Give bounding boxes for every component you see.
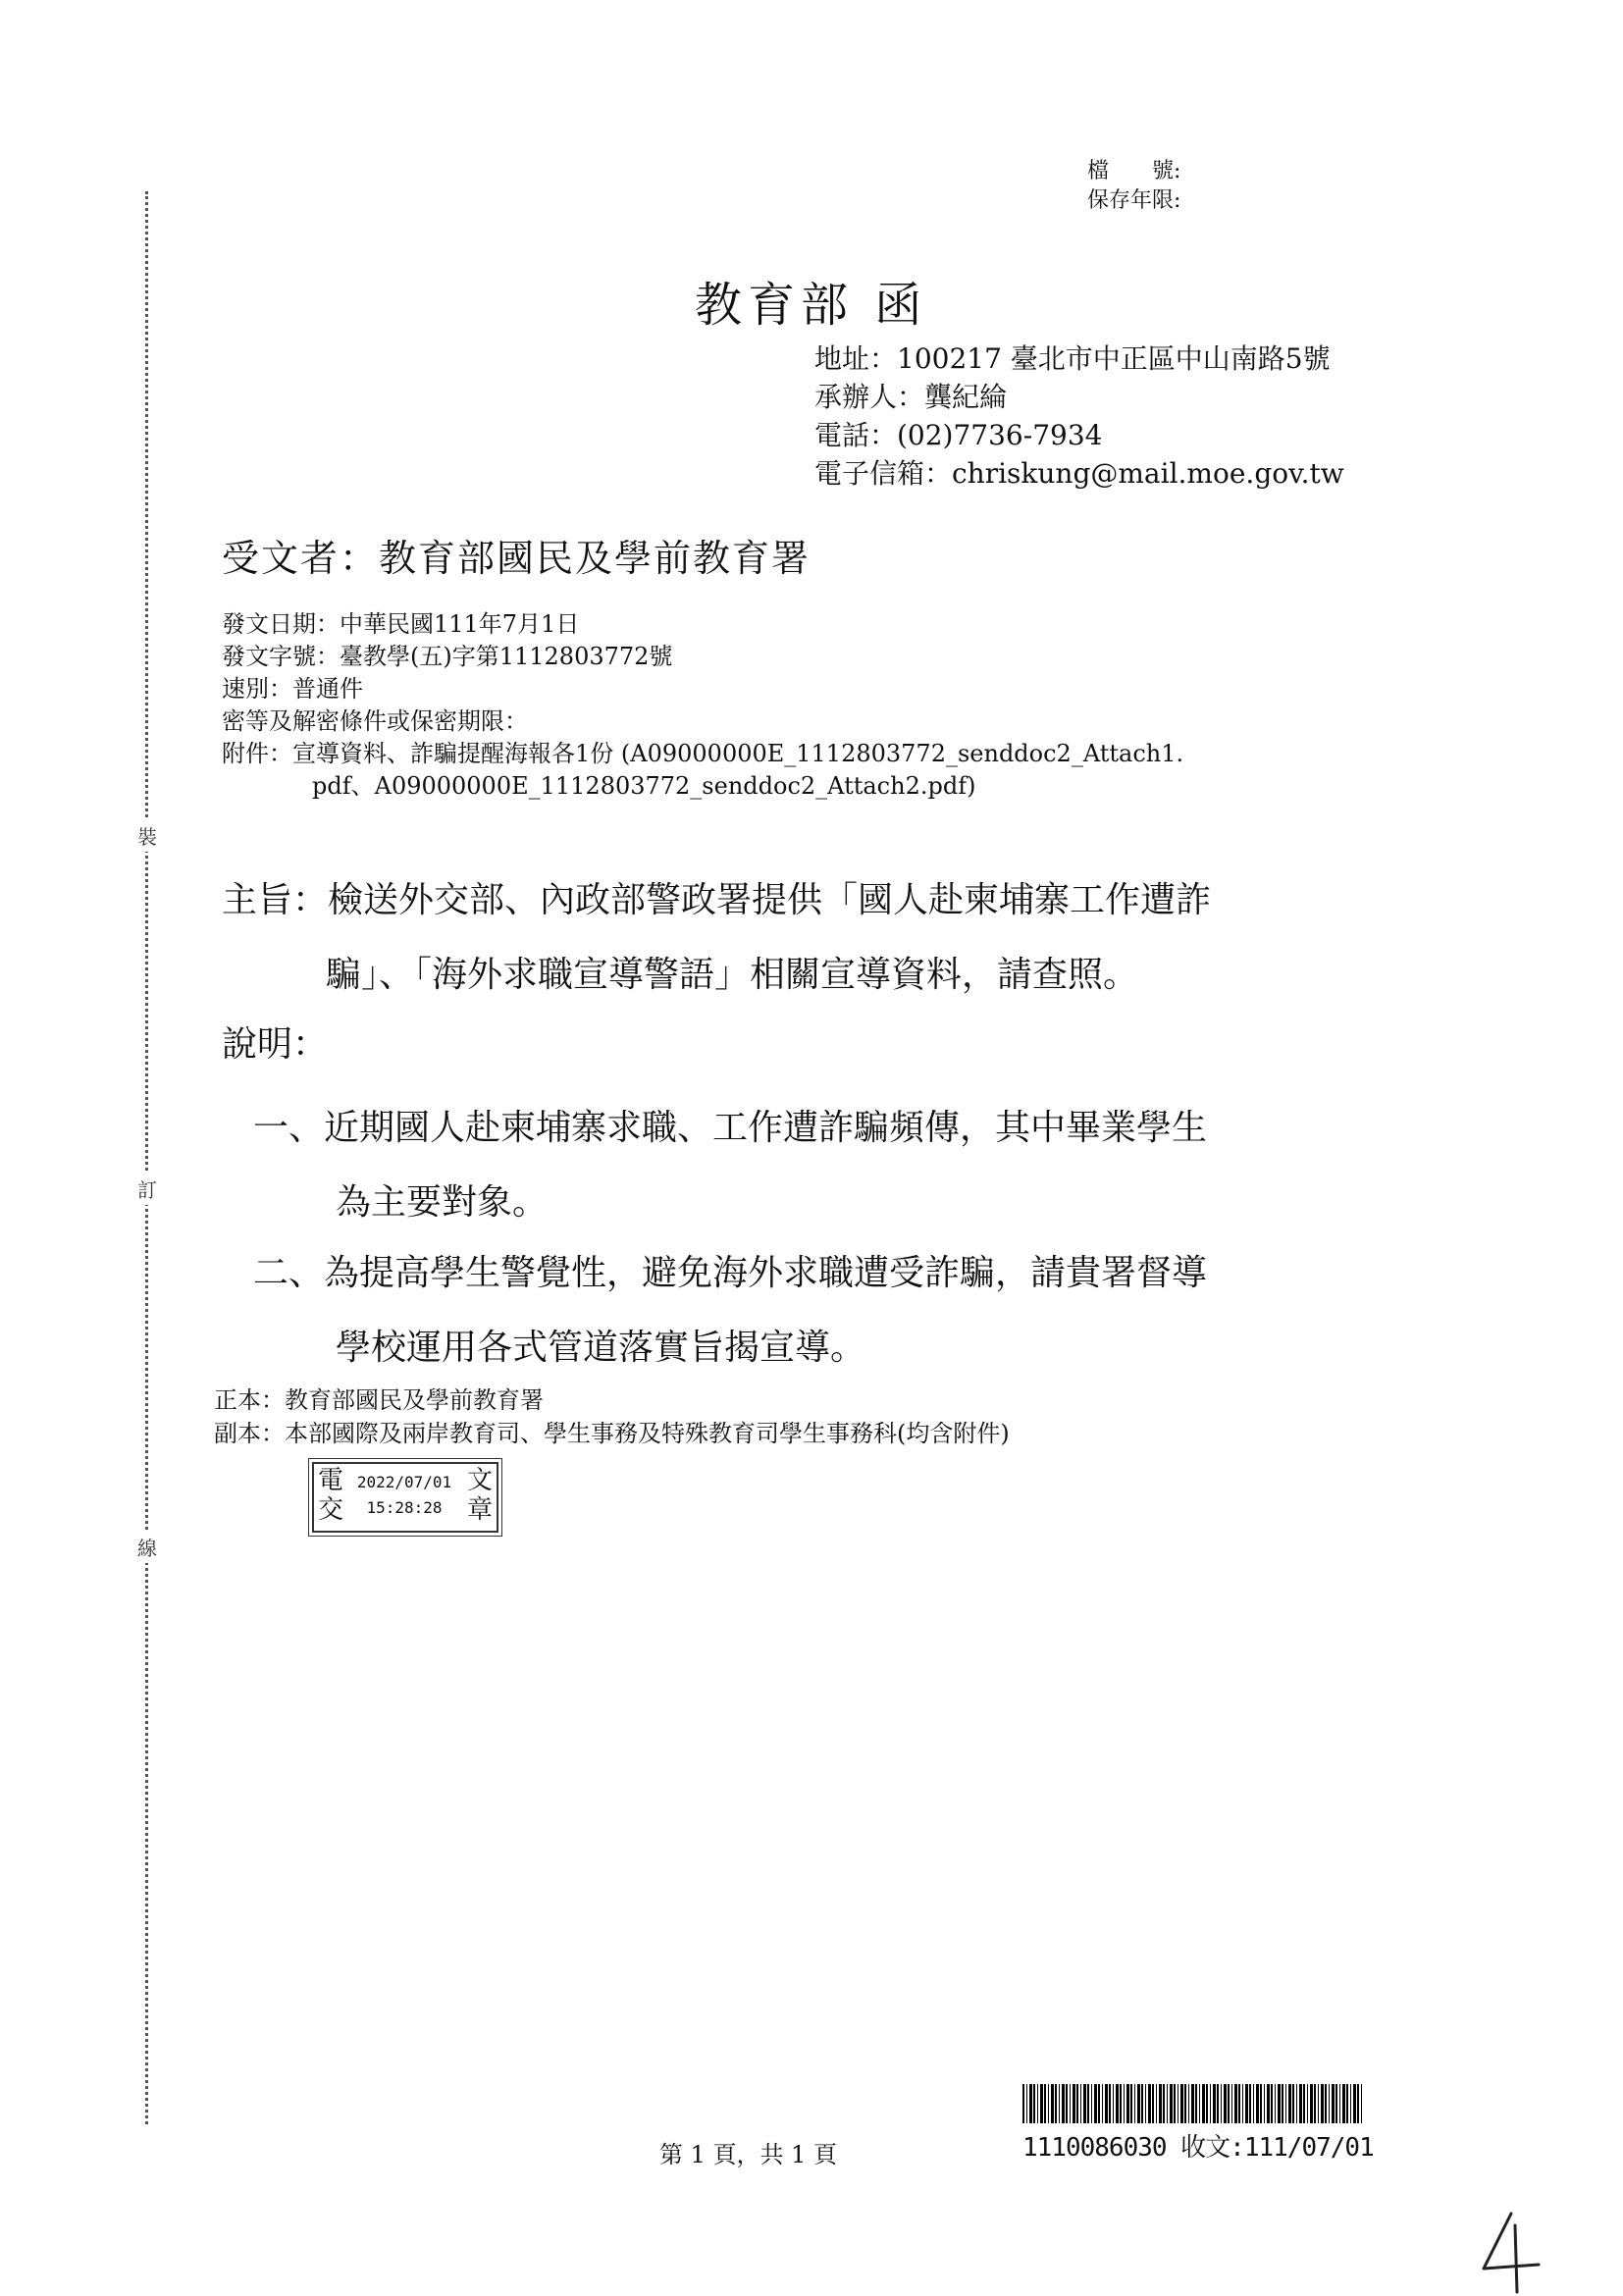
phone: 電話：(02)7736-7934 xyxy=(814,419,1103,451)
email: 電子信箱：chriskung@mail.moe.gov.tw xyxy=(814,457,1344,490)
binding-char-xian: 線 xyxy=(137,1531,157,1563)
seal-left-text: 電 交 xyxy=(318,1466,344,1525)
item-1-line-2: 為主要對象。 xyxy=(336,1182,549,1223)
meta-block xyxy=(222,608,1183,803)
file-number-label: 檔 號: xyxy=(1087,159,1181,183)
classification: 密等及解密條件或保密期限： xyxy=(222,707,528,735)
description-label: 說明： xyxy=(222,1024,329,1065)
description-item-1 xyxy=(253,1091,1207,1240)
document-title: 教育部 函 xyxy=(695,278,928,333)
speed: 速別：普通件 xyxy=(222,675,363,703)
subject-line-1: 主旨：檢送外交部、內政部警政署提供「國人赴柬埔寨工作遭詐 xyxy=(222,880,1212,920)
description-item-2 xyxy=(253,1236,1207,1385)
page-footer: 第 1 頁，共 1 頁 xyxy=(659,2141,838,2168)
electronic-seal-stamp xyxy=(312,1462,498,1533)
original-recipient: 正本：教育部國民及學前教育署 xyxy=(214,1386,544,1414)
seal-time: 15:28:28 xyxy=(366,1498,443,1517)
recipient: 受文者：教育部國民及學前教育署 xyxy=(222,537,812,580)
copy-recipients: 副本：本部國際及兩岸教育司、學生事務及特殊教育司學生事務科(均含附件) xyxy=(214,1420,1010,1447)
handler: 承辦人：龔紀綸 xyxy=(814,381,1008,413)
issue-date: 發文日期：中華民國111年7月1日 xyxy=(222,610,580,638)
document-number: 發文字號：臺教學(五)字第1112803772號 xyxy=(222,643,673,670)
contact-block xyxy=(814,339,1344,493)
binding-char-ding: 訂 xyxy=(137,1173,157,1205)
subject xyxy=(222,863,1211,1013)
distribution xyxy=(214,1383,1010,1450)
binding-char-zhuang: 裝 xyxy=(137,819,157,852)
barcode-text: 1110086030 收文:111/07/01 xyxy=(1022,2133,1374,2163)
handwritten-page-number xyxy=(1472,2208,1550,2296)
item-2-line-1: 二、為提高學生警覺性，避免海外求職遭受詐騙，請貴署督導 xyxy=(253,1253,1208,1293)
binding-margin-line xyxy=(145,191,148,2124)
item-1-line-1: 一、近期國人赴柬埔寨求職、工作遭詐騙頻傳，其中畢業學生 xyxy=(253,1108,1208,1148)
receipt-barcode xyxy=(1022,2084,1362,2123)
attachment-line-2: pdf、A09000000E_1112803772_senddoc2_Attach2.pdf) xyxy=(312,772,976,800)
seal-datetime xyxy=(347,1470,461,1521)
address: 地址：100217 臺北市中正區中山南路5號 xyxy=(814,342,1331,375)
seal-right-text: 文 章 xyxy=(466,1466,493,1525)
item-2-line-2: 學校運用各式管道落實旨揭宣導。 xyxy=(336,1328,866,1368)
attachment-line-1: 附件：宣導資料、詐騙提醒海報各1份 (A09000000E_1112803772_senddoc2_Attach1. xyxy=(222,740,1184,767)
seal-date: 2022/07/01 xyxy=(356,1473,452,1491)
subject-line-2: 騙」、「海外求職宣導警語」相關宣導資料，請查照。 xyxy=(326,955,1139,995)
file-info xyxy=(1087,157,1180,216)
retention-label: 保存年限: xyxy=(1087,188,1181,213)
